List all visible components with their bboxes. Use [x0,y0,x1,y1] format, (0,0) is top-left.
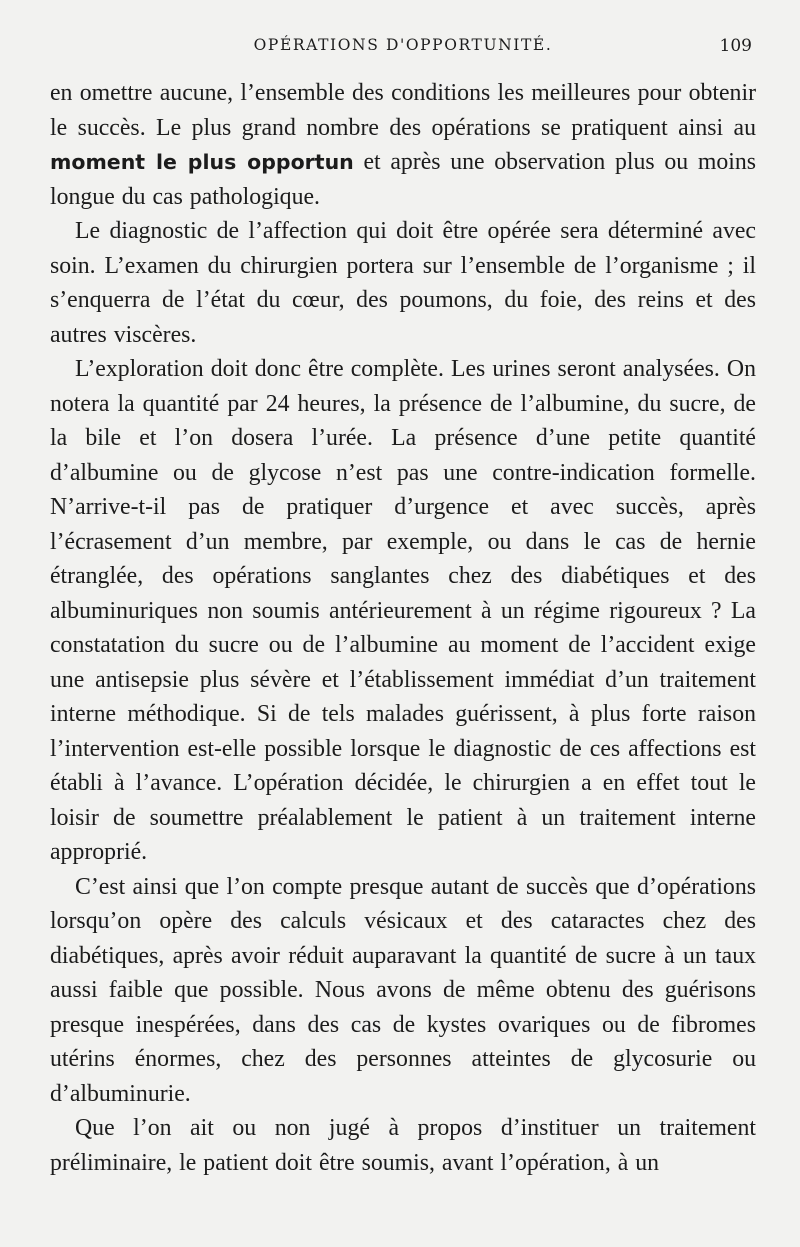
bold-phrase: moment le plus opportun [50,150,354,174]
paragraph-1-end: et après une observation plus ou moins longue du cas pathologique. [50,149,756,210]
page-number: 109 [719,36,752,56]
body-text [50,76,756,1180]
paragraph-1-start: en omettre aucune, l’ensemble des conditions les meilleures pour obtenir le succès. Le plus grand nombre des opérations se pratiquent ainsi au [50,80,756,141]
paragraph-4: C’est ainsi que l’on compte presque autant de succès que d’opérations lorsqu’on opère des calculs vésicaux et des cataractes chez des diabétiques, après avoir réduit auparavant la quantité de sucre à un taux aussi faible que possible. Nous avons de même obtenu des guérisons presque inespérées, dans des cas de kystes ovariques ou de fibromes utérins énormes, chez des personnes atteintes de glycosurie ou d’albuminurie. [50,873,756,1107]
paragraph-5: Que l’on ait ou non jugé à propos d’instituer un traitement préliminaire, le patient doit être soumis, avant l’opération, à un [50,1115,756,1176]
paragraph-2: Le diagnostic de l’affection qui doit être opérée sera déterminé avec soin. L’examen du chirurgien portera sur l’ensemble de l’organisme ; il s’enquerra de l’état du cœur, des poumons, du foie, des reins et des autres viscères. [50,218,756,348]
running-head [50,30,756,66]
paragraph-1 [50,76,756,214]
running-title: OPÉRATIONS D'OPPORTUNITÉ. [253,36,553,54]
paragraph-3: L’exploration doit donc être complète. Les urines seront analysées. On notera la quantité par 24 heures, la présence de l’albumine, du sucre, de la bile et l’on dosera l’urée. La présence d’une petite quantité d’albumine ou de glycose n’est pas une contre-indication formelle. N’arrive-t-il pas de pratiquer d’urgence et avec succès, après l’écrasement d’un membre, par exemple, ou dans le cas de hernie étranglée, des opérations sanglantes chez des diabétiques et des albuminuriques non soumis antérieurement à un régime rigoureux ? La constatation du sucre ou de l’albumine au moment de l’accident exige une antisepsie plus sévère et l’établissement immédiat d’un traitement interne méthodique. Si de tels malades guérissent, à plus forte raison l’intervention est-elle possible lorsque le diagnostic de ces affections est établi à l’avance. L’opération décidée, le chirurgien a en effet tout le loisir de soumettre préalablement le patient à un traitement interne approprié. [50,356,756,865]
